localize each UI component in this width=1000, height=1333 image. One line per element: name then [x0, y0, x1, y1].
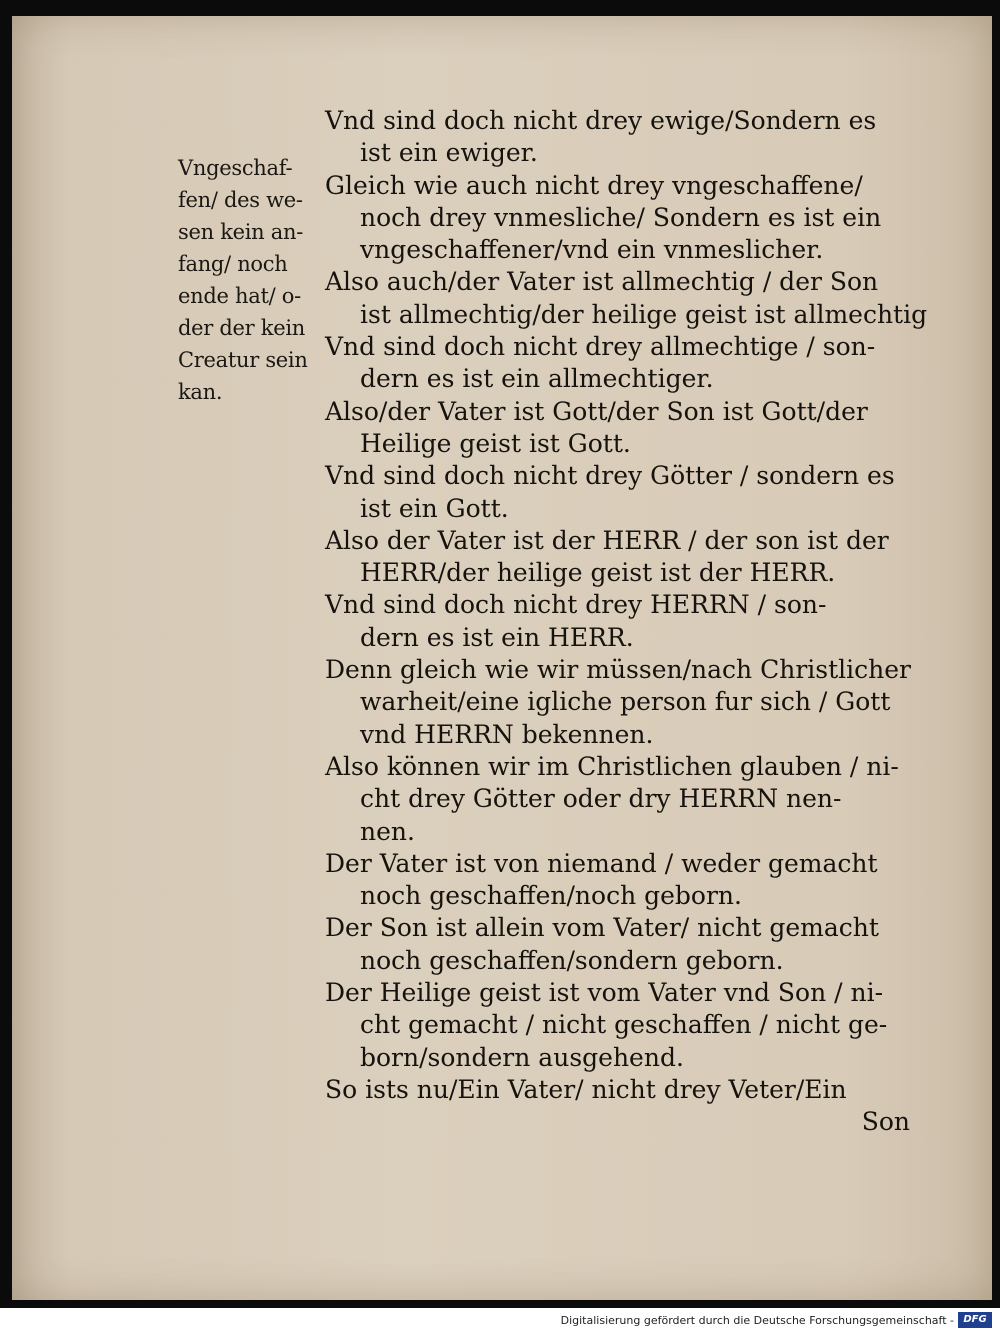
text-line: noch drey vnmesliche/ Sondern es ist ein [360, 202, 882, 232]
text-line: born/sondern ausgehend. [360, 1042, 684, 1072]
text-line: ist allmechtig/der heilige geist ist allmechtig [360, 299, 928, 329]
text-line: So ists nu/Ein Vater/ nicht drey Veter/Ein [325, 1074, 847, 1104]
margin-note-line: Creatur sein [178, 348, 308, 372]
text-line: Vnd sind doch nicht drey HERRN / son- [325, 590, 827, 620]
text-line: Vnd sind doch nicht drey Götter / sondern es [325, 461, 895, 491]
footer-bar [0, 1308, 1000, 1333]
margin-note-line: sen kein an- [178, 220, 304, 244]
text-line: Der Son ist allein vom Vater/ nicht gemacht [325, 913, 879, 943]
text-line: ist ein ewiger. [360, 138, 538, 168]
text-line: vngeschaffener/vnd ein vnmeslicher. [360, 235, 824, 265]
text-line: dern es ist ein allmechtiger. [360, 364, 714, 394]
text-line: Heilige geist ist Gott. [360, 428, 631, 458]
text-line: Also der Vater ist der HERR / der son ist der [325, 525, 889, 555]
margin-note-line: Vngeschaf- [178, 156, 293, 180]
text-line: nen. [360, 816, 415, 846]
main-text-block [325, 105, 928, 1139]
text-line: Denn gleich wie wir müssen/nach Christlicher [325, 655, 911, 685]
margin-note-line: der der kein [178, 316, 305, 340]
margin-note [178, 152, 328, 408]
text-line: noch geschaffen/noch geborn. [360, 881, 742, 911]
text-line: cht gemacht / nicht geschaffen / nicht ge- [360, 1010, 888, 1040]
margin-note-line: kan. [178, 380, 223, 404]
funding-credit: Digitalisierung gefördert durch die Deutsche Forschungsgemeinschaft - [560, 1314, 954, 1327]
text-line: Also/der Vater ist Gott/der Son ist Gott/der [325, 396, 868, 426]
text-line: Gleich wie auch nicht drey vngeschaffene/ [325, 170, 863, 200]
dfg-logo: DFG [958, 1312, 992, 1328]
margin-note-line: fang/ noch [178, 252, 288, 276]
text-line: Vnd sind doch nicht drey ewige/Sondern es [325, 106, 877, 135]
text-line: Der Vater ist von niemand / weder gemacht [325, 848, 878, 878]
margin-note-line: ende hat/ o- [178, 284, 301, 308]
margin-note-line: fen/ des we- [178, 188, 303, 212]
text-line: Vnd sind doch nicht drey allmechtige / son- [325, 332, 876, 362]
text-line: Also auch/der Vater ist allmechtig / der Son [325, 267, 879, 297]
text-line: dern es ist ein HERR. [360, 622, 634, 652]
text-line: HERR/der heilige geist ist der HERR. [360, 558, 836, 588]
text-line: noch geschaffen/sondern geborn. [360, 945, 784, 975]
text-line: warheit/eine igliche person fur sich / Gott [360, 687, 891, 717]
text-line: Der Heilige geist ist vom Vater vnd Son / ni- [325, 978, 884, 1008]
text-line: ist ein Gott. [360, 493, 509, 523]
text-line: cht drey Götter oder dry HERRN nen- [360, 784, 842, 814]
text-line: Also können wir im Christlichen glauben / ni- [325, 751, 899, 781]
catchword: Son [861, 1107, 910, 1137]
text-line: vnd HERRN bekennen. [360, 719, 654, 749]
